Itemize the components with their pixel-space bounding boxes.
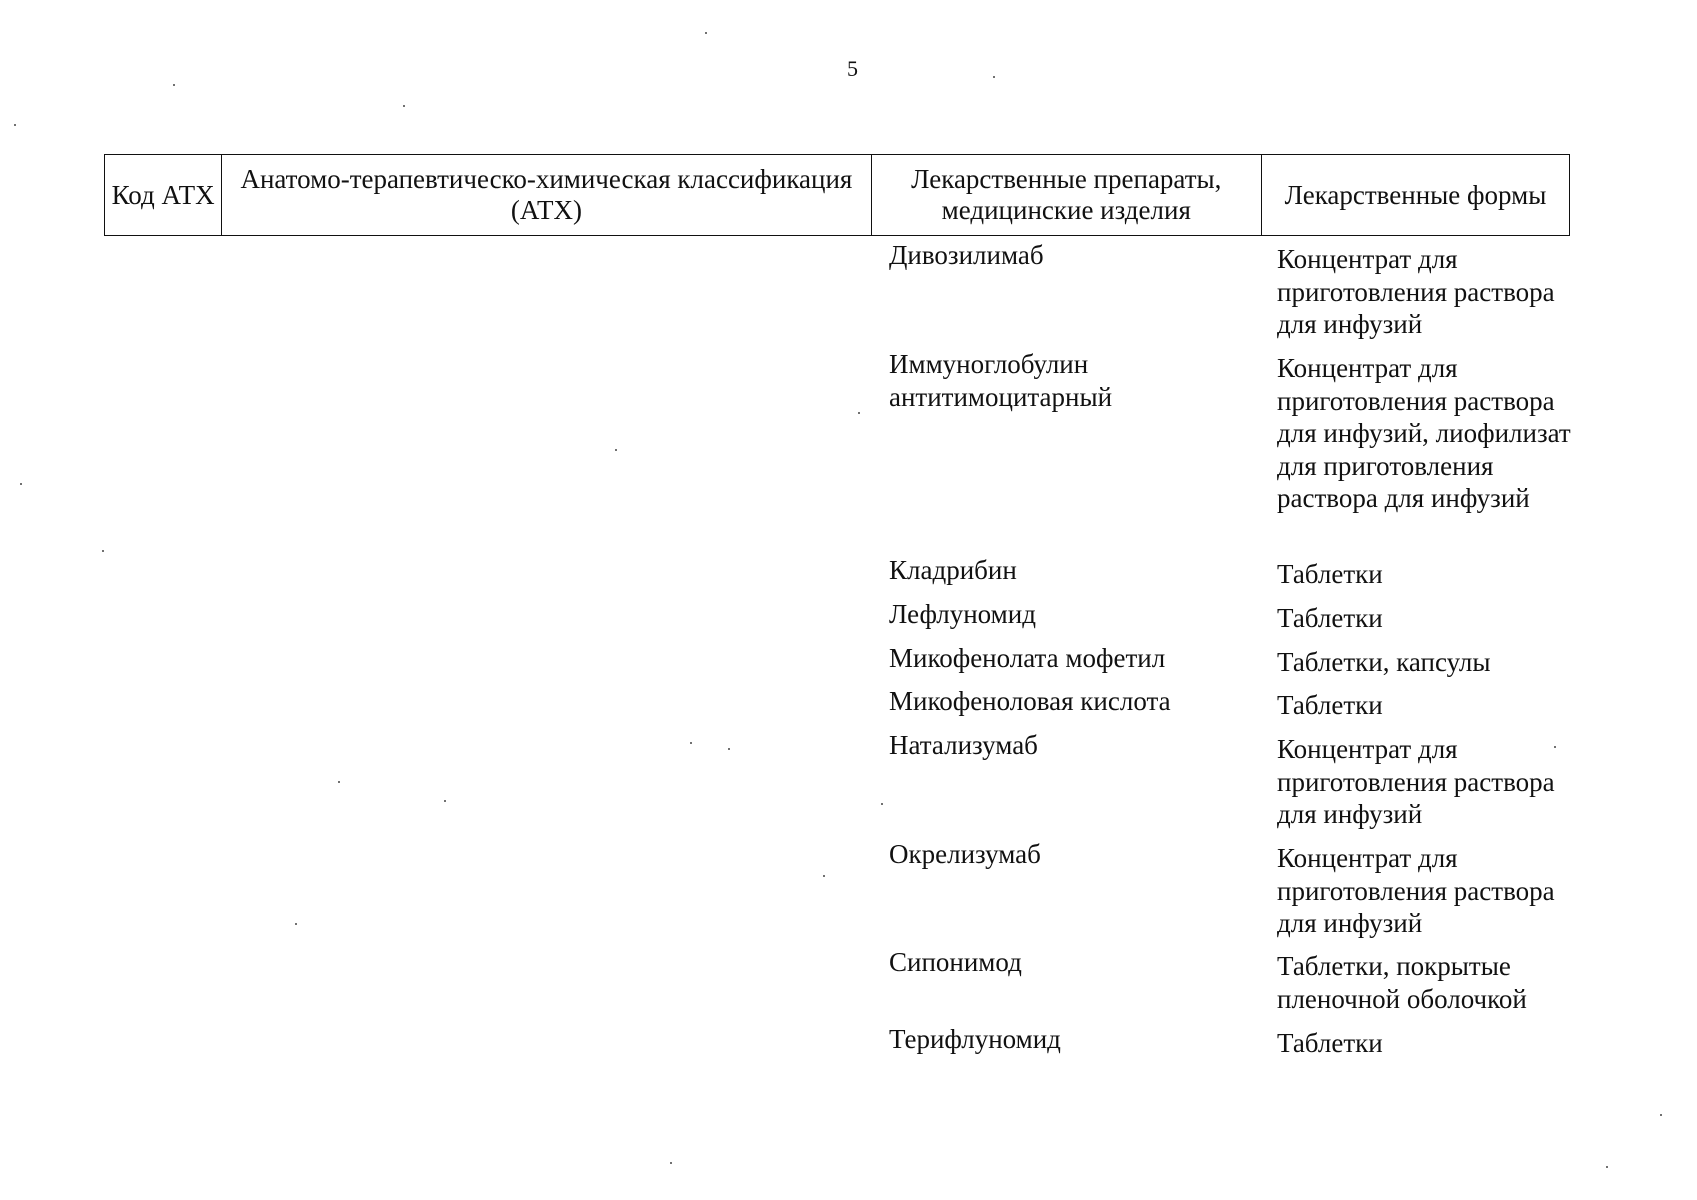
drug-name: Сипонимод — [889, 947, 1022, 977]
scan-speck — [728, 748, 730, 750]
dosage-form: Таблетки — [1277, 690, 1383, 720]
scan-speck — [444, 800, 446, 802]
scan-speck — [858, 412, 860, 414]
scan-speck — [403, 105, 405, 107]
scan-speck — [14, 124, 16, 126]
page-number: 5 — [847, 56, 858, 81]
scan-speck — [670, 1162, 672, 1164]
drug-name: Кладрибин — [889, 555, 1017, 585]
header-drugs: Лекарственные препараты, медицинские изделия — [871, 155, 1261, 236]
scan-speck — [705, 32, 707, 34]
drug-name: Микофеноловая кислота — [889, 686, 1171, 716]
dosage-form: Таблетки — [1277, 559, 1383, 589]
header-row — [105, 155, 1570, 236]
drug-name: Натализумаб — [889, 730, 1038, 760]
drug-name: Дивозилимаб — [889, 240, 1044, 270]
header-dosage-forms: Лекарственные формы — [1261, 155, 1569, 236]
drug-name: Окрелизумаб — [889, 839, 1041, 869]
dosage-form: Концентрат для приготовления раствора для инфузий — [1277, 244, 1555, 339]
scan-speck — [338, 781, 340, 783]
dosage-form: Таблетки — [1277, 1028, 1383, 1058]
scan-speck — [993, 76, 995, 78]
scan-speck — [823, 875, 825, 877]
dosage-form: Концентрат для приготовления раствора для инфузий — [1277, 734, 1555, 829]
dosage-form: Таблетки — [1277, 603, 1383, 633]
scan-speck — [102, 550, 104, 552]
scan-speck — [690, 742, 692, 744]
dosage-form: Концентрат для приготовления раствора для инфузий — [1277, 843, 1555, 938]
scan-speck — [20, 483, 22, 485]
dosage-form: Таблетки, покрытые пленочной оболочкой — [1277, 951, 1527, 1014]
drug-name: Иммуноглобулин антитимоцитарный — [889, 349, 1113, 412]
scan-speck — [173, 84, 175, 86]
scan-speck — [1660, 1114, 1662, 1116]
dosage-form: Концентрат для приготовления раствора для инфузий, лиофилизат для приготовления раствора для инфузий — [1277, 353, 1571, 513]
dosage-form: Таблетки, капсулы — [1277, 647, 1491, 677]
header-atc-classification: Анатомо-терапевтическо-химическая классификация (АТХ) — [222, 155, 871, 236]
scan-speck — [295, 923, 297, 925]
drug-name: Лефлуномид — [889, 599, 1036, 629]
scan-speck — [615, 449, 617, 451]
table-header — [104, 154, 1570, 236]
scan-speck — [1606, 1166, 1608, 1168]
drug-name: Микофенолата мофетил — [889, 643, 1166, 673]
header-atc-code: Код АТХ — [105, 155, 222, 236]
scan-speck — [1554, 746, 1556, 748]
drug-name: Терифлуномид — [889, 1024, 1061, 1054]
scan-speck — [881, 803, 883, 805]
